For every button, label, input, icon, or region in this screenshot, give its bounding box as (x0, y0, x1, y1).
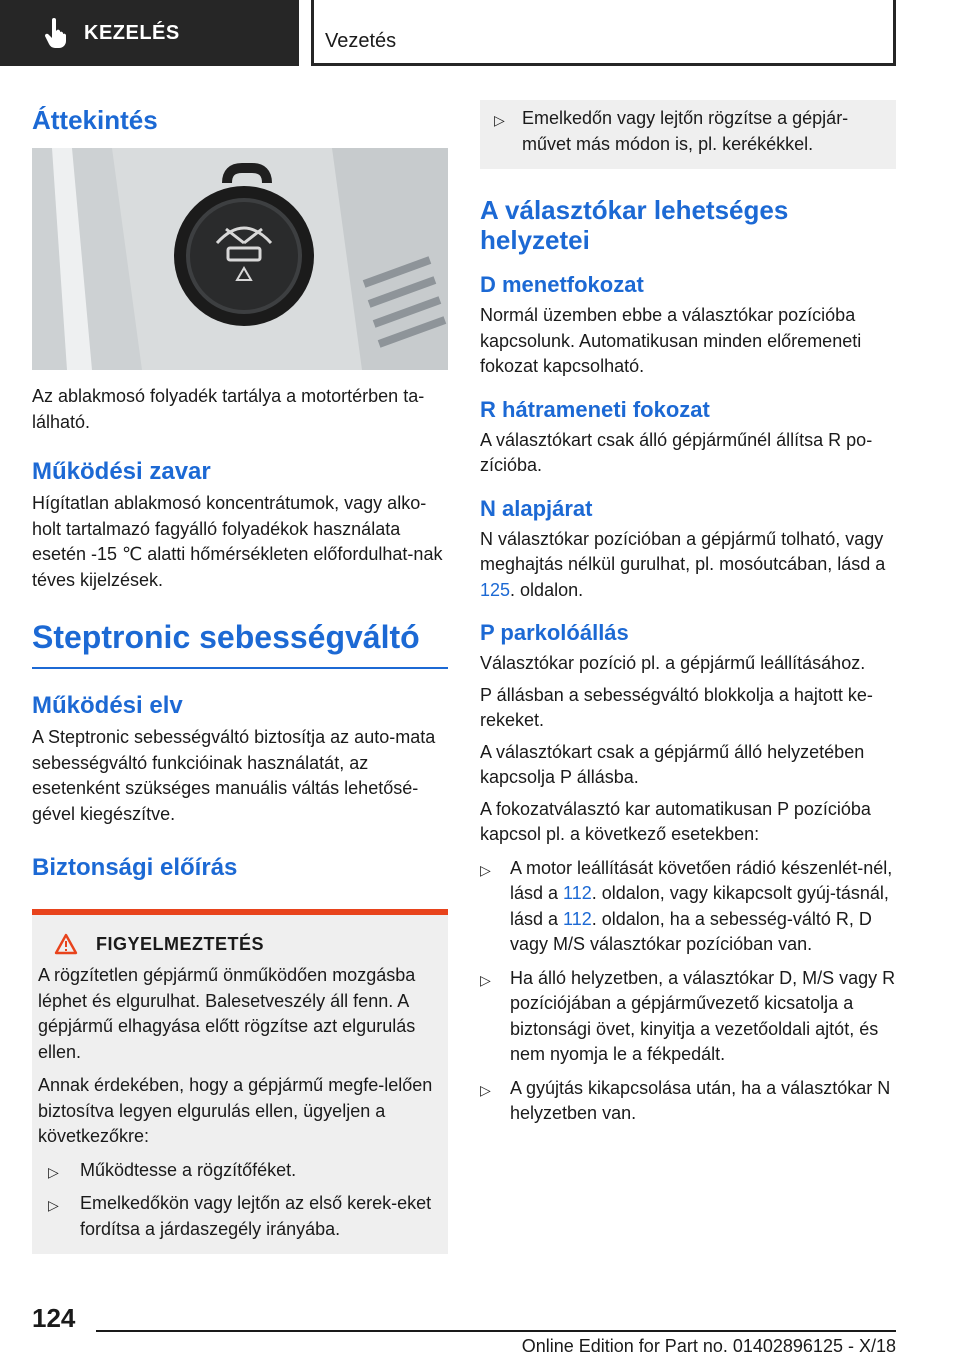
p-gear-text-4: A fokozatválasztó kar automatikusan P pozícióba kapcsol pl. a következő esetekben: (480, 798, 871, 844)
page-link[interactable]: 112 (563, 908, 592, 929)
continued-warning-box (480, 100, 896, 169)
washer-reservoir-photo (32, 148, 448, 370)
hand-pointer-icon (44, 18, 66, 48)
footer-rule (96, 1330, 896, 1332)
triangle-bullet-icon: ▷ (48, 1163, 59, 1180)
chapter-title: Vezetés (325, 30, 397, 52)
page-link[interactable]: 112 (563, 883, 592, 903)
page-link[interactable]: 125 (480, 579, 511, 600)
warning-text-1: A rögzítetlen gépjármű önműködően mozgásba léphet és elgurulhat. Balesetveszély áll fenn. A gépjármű elhagyása előtt rögzítse azt elgurulás ellen. (38, 965, 416, 1062)
p-gear-title: P parkolóállás (480, 620, 629, 645)
washer-cap-illustration (32, 148, 448, 370)
principle-title: Működési elv (32, 692, 183, 719)
section-tab[interactable] (0, 0, 299, 66)
section-label: KEZELÉS (84, 21, 180, 44)
r-gear-text: A választókart csak álló gépjárműnél állítsa R po-zícióba. (480, 429, 873, 475)
triangle-bullet-icon: ▷ (480, 861, 491, 878)
r-gear-title: R hátrameneti fokozat (480, 396, 710, 422)
positions-title: A választókar lehetséges helyzetei (480, 195, 789, 255)
triangle-bullet-icon: ▷ (480, 1081, 491, 1098)
warning-triangle-icon (54, 933, 78, 955)
n-gear-text: N választókar pozícióban a gépjármű tolható, vagy meghajtás nélkül gurulhat, pl. mosóutcában, lásd a 125. oldalon. (480, 528, 886, 600)
triangle-bullet-icon: ▷ (494, 112, 505, 128)
p-gear-text-1: Választókar pozíció pl. a gépjármű leállításához. (480, 653, 866, 673)
list-item: ▷ Emelkedőn vagy lejtőn rögzítse a gépjár-művet más módon is, pl. kerékékkel. (494, 108, 849, 154)
malfunction-title: Működési zavar (32, 458, 211, 485)
list-item: ▷ Emelkedőkön vagy lejtőn az első kerek-eket fordítsa a járdaszegély irányába. (48, 1193, 432, 1239)
triangle-bullet-icon: ▷ (480, 971, 491, 988)
page-number: 124 (32, 1303, 76, 1333)
right-column (480, 100, 896, 1127)
malfunction-text: Hígítatlan ablakmosó koncentrátumok, vagy alko-holt tartalmazó fagyálló folyadékok használata esetén -15 ℃ alatti hőmérsékleten előfordulhat-nak téves kijelzések. (32, 493, 443, 590)
list-item: ▷ A gyújtás kikapcsolása után, ha a választókar N helyzetben van. (480, 1077, 891, 1123)
header-frame (311, 0, 896, 66)
photo-caption: Az ablakmosó folyadék tartálya a motortérben ta-lálható. (32, 386, 425, 432)
warning-title: FIGYELMEZTETÉS (96, 933, 265, 954)
edition-text: Online Edition for Part no. 01402896125 - X/18 (521, 1336, 896, 1356)
p-gear-text-3: A választókart csak a gépjármű álló helyzetében kapcsolja P állásba. (480, 741, 865, 787)
list-item: ▷ A motor leállítását követően rádió készenlét-nél, lásd a 112. oldalon, vagy kikapcsolt gyúj-tásnál, lásd a 112. oldalon, ha a sebesség-váltó R, D vagy M/S választókar pozícióban van. (480, 857, 893, 954)
principle-text: A Steptronic sebességváltó biztosítja az auto-mata sebességváltó funkcióinak használatát, az esetenként szükséges manuális váltás lehetősé-gével kiegészítve. (32, 727, 436, 824)
safety-title: Biztonsági előírás (32, 854, 238, 881)
overview-title: Áttekintés (32, 105, 158, 135)
d-gear-text: Normál üzemben ebbe a választókar pozícióba kapcsolunk. Automatikusan minden előremeneti fokozat kapcsolható. (480, 305, 862, 376)
left-column (32, 96, 448, 1254)
triangle-bullet-icon: ▷ (48, 1197, 59, 1213)
list-item: ▷ Működtesse a rögzítőféket. (38, 1158, 440, 1184)
p-gear-text-2: P állásban a sebességváltó blokkolja a hajtott ke-rekeket. (480, 684, 873, 730)
n-gear-title: N alapjárat (480, 495, 593, 521)
steptronic-title: Steptronic sebességváltó (32, 617, 448, 669)
warning-text-2: Annak érdekében, hogy a gépjármű megfe-lelően biztosítva legyen elgurulás ellen, ügyeljen a következőkre: (38, 1075, 433, 1146)
d-gear-title: D menetfokozat (480, 272, 644, 297)
list-item: ▷ Ha álló helyzetben, a választókar D, M/S vagy R pozíciójában a gépjárművezető kicsatolja a biztonsági övet, kinyitja a vezetőoldali ajtót, és nem nyomja le a fékpedált. (480, 967, 896, 1064)
warning-box (32, 915, 448, 1254)
